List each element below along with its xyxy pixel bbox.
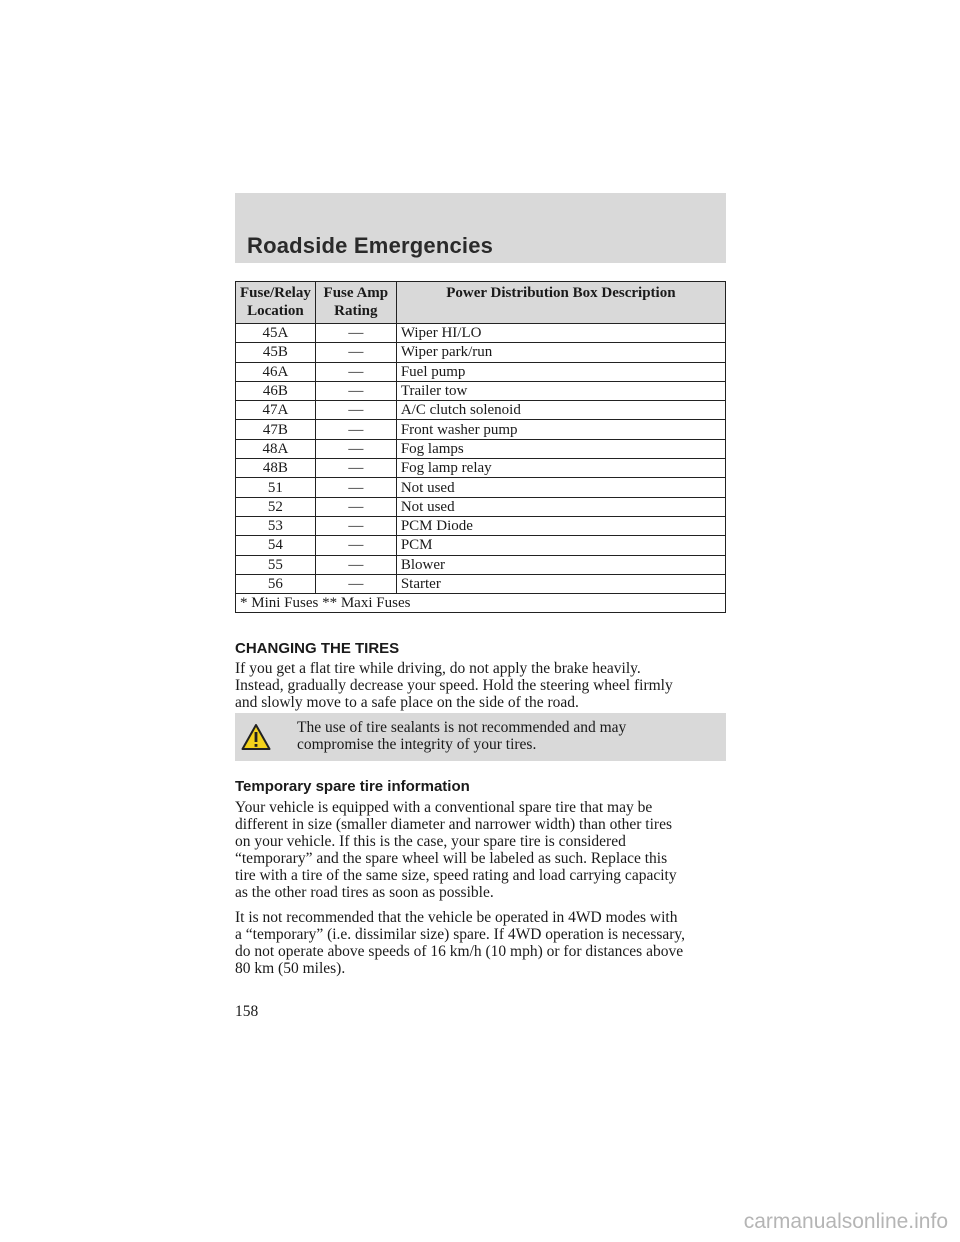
table-row — [236, 324, 726, 343]
page-number: 158 — [235, 1003, 259, 1020]
table-row — [236, 343, 726, 362]
fuse-amp-cell: — — [315, 420, 396, 439]
warning-text: The use of tire sealants is not recommended and may compromise the integrity of your tires. — [297, 719, 627, 753]
watermark: carmanualsonline.info — [743, 1210, 948, 1233]
table-row — [236, 516, 726, 535]
section-header-band — [235, 193, 726, 263]
fuse-amp-cell: — — [315, 381, 396, 400]
fuse-location-cell: 56 — [236, 574, 316, 593]
fuse-location-cell: 47B — [236, 420, 316, 439]
fuse-description-cell: Not used — [396, 497, 725, 516]
fuse-amp-cell: — — [315, 362, 396, 381]
fuse-amp-cell: — — [315, 555, 396, 574]
table-row — [236, 420, 726, 439]
table-row — [236, 497, 726, 516]
fuse-description-cell: Wiper park/run — [396, 343, 725, 362]
fuse-amp-cell: — — [315, 439, 396, 458]
fuse-description-cell: Front washer pump — [396, 420, 725, 439]
table-row — [236, 574, 726, 593]
fuse-amp-cell: — — [315, 536, 396, 555]
fuse-description-cell: Wiper HI/LO — [396, 324, 725, 343]
fuse-amp-cell: — — [315, 343, 396, 362]
spare-tire-paragraph-1: Your vehicle is equipped with a conventional spare tire that may be different in size (smaller diameter and narrower width) than other tires on your vehicle. If this is the case, your spare tire is considered “temporary” and the spare wheel will be labeled as such. Replace this tire with a tire of the same size, speed rating and load carrying capacity as the other road tires as soon as possible. — [235, 799, 677, 901]
fuse-description-cell: PCM — [396, 536, 725, 555]
column-header-amp-rating: Fuse Amp Rating — [315, 282, 396, 324]
table-row — [236, 555, 726, 574]
table-row — [236, 459, 726, 478]
fuse-table — [235, 281, 726, 613]
fuse-location-cell: 45B — [236, 343, 316, 362]
fuse-location-cell: 48B — [236, 459, 316, 478]
fuse-description-cell: Not used — [396, 478, 725, 497]
table-row — [236, 381, 726, 400]
table-row — [236, 439, 726, 458]
fuse-location-cell: 46A — [236, 362, 316, 381]
table-row — [236, 362, 726, 381]
spare-tire-paragraph-2: It is not recommended that the vehicle be operated in 4WD modes with a “temporary” (i.e. dissimilar size) spare. If 4WD operation is necessary, do not operate above speeds of 16 km/h (10 mph) or for distances above 80 km (50 miles). — [235, 909, 686, 977]
fuse-location-cell: 46B — [236, 381, 316, 400]
warning-triangle-icon — [241, 723, 271, 751]
fuse-description-cell: A/C clutch solenoid — [396, 401, 725, 420]
changing-tires-text: If you get a flat tire while driving, do not apply the brake heavily. Instead, gradually decrease your speed. Hold the steering wheel firmly and slowly move to a safe place on the side of the road. — [235, 660, 673, 711]
column-header-description: Power Distribution Box Description — [396, 282, 725, 324]
fuse-table-body — [236, 324, 726, 613]
fuse-description-cell: Fog lamp relay — [396, 459, 725, 478]
spare-tire-heading: Temporary spare tire information — [235, 778, 470, 795]
table-footnote-row — [236, 594, 726, 613]
fuse-description-cell: Starter — [396, 574, 725, 593]
fuse-description-cell: Fog lamps — [396, 439, 725, 458]
fuse-location-cell: 54 — [236, 536, 316, 555]
fuse-amp-cell: — — [315, 459, 396, 478]
column-header-location: Fuse/Relay Location — [236, 282, 316, 324]
fuse-location-cell: 53 — [236, 516, 316, 535]
warning-box — [235, 713, 726, 761]
fuse-location-cell: 47A — [236, 401, 316, 420]
fuse-amp-cell: — — [315, 478, 396, 497]
fuse-description-cell: Blower — [396, 555, 725, 574]
table-row — [236, 536, 726, 555]
section-title: Roadside Emergencies — [247, 233, 494, 258]
fuse-description-cell: Trailer tow — [396, 381, 725, 400]
fuse-description-cell: Fuel pump — [396, 362, 725, 381]
fuse-amp-cell: — — [315, 401, 396, 420]
fuse-amp-cell: — — [315, 324, 396, 343]
table-footnote: * Mini Fuses ** Maxi Fuses — [236, 594, 726, 613]
fuse-location-cell: 51 — [236, 478, 316, 497]
fuse-location-cell: 55 — [236, 555, 316, 574]
fuse-location-cell: 52 — [236, 497, 316, 516]
table-row — [236, 478, 726, 497]
fuse-amp-cell: — — [315, 516, 396, 535]
fuse-location-cell: 45A — [236, 324, 316, 343]
fuse-location-cell: 48A — [236, 439, 316, 458]
table-row — [236, 401, 726, 420]
fuse-amp-cell: — — [315, 497, 396, 516]
fuse-description-cell: PCM Diode — [396, 516, 725, 535]
fuse-table-header-row — [236, 282, 726, 324]
fuse-amp-cell: — — [315, 574, 396, 593]
changing-tires-heading: CHANGING THE TIRES — [235, 640, 400, 657]
